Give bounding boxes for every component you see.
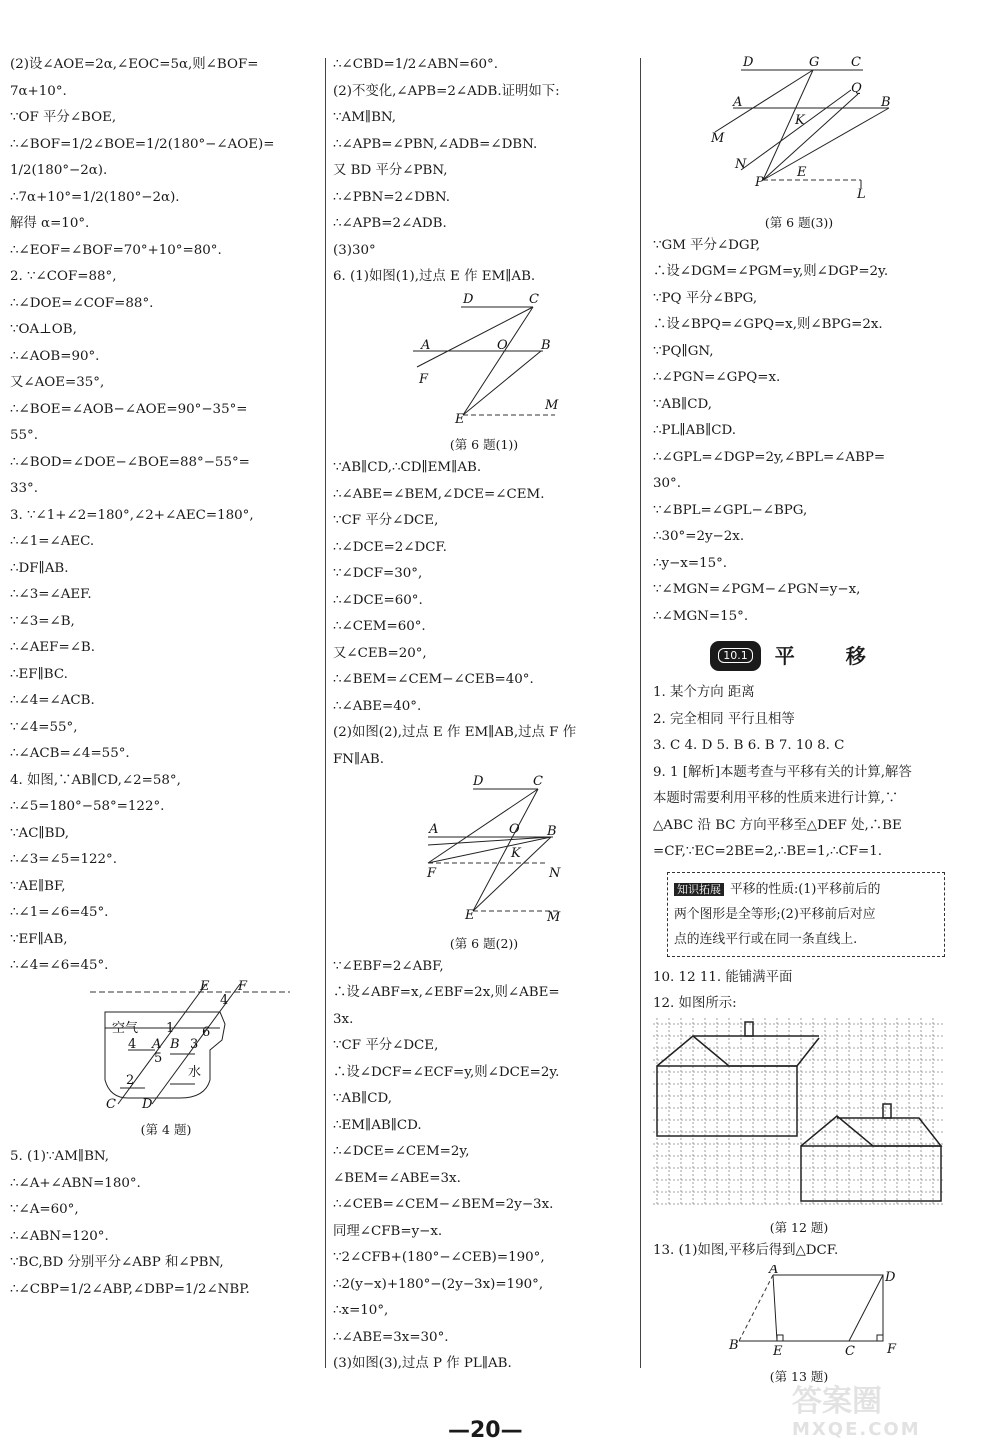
- text-line: ∴设∠BPQ=∠GPQ=x,则∠BPG=2x.: [653, 317, 883, 332]
- svg-text:F: F: [887, 1341, 897, 1357]
- text-line: 9. 1 [解析]本题考查与平移有关的计算,解答: [653, 764, 912, 780]
- text-line: ∴∠AOB=90°.: [10, 348, 100, 364]
- svg-text:A: A: [421, 337, 431, 353]
- fig6-2-diagram: [333, 773, 635, 923]
- column-middle: [333, 52, 635, 1378]
- text-line: ∴7α+10°=1/2(180°−2α).: [10, 189, 180, 205]
- text-line: ∴∠3=∠AEF.: [10, 587, 92, 602]
- column-divider: [640, 58, 641, 1368]
- text-line: ∴∠APB=2∠ADB.: [333, 216, 447, 231]
- svg-text:C: C: [845, 1343, 855, 1357]
- text-line: ∴∠4=∠ACB.: [10, 693, 95, 708]
- text-line: ∴设∠ABF=x,∠EBF=2x,则∠ABE=: [333, 985, 560, 1000]
- text-line: 6. (1)如图(1),过点 E 作 EM∥AB.: [333, 269, 536, 284]
- solution-lines: [333, 954, 635, 1378]
- figure-6-3: [653, 52, 945, 233]
- text-line: 2. 完全相同 平行且相等: [653, 711, 795, 727]
- text-line: ∴∠BOF=1/2∠BOE=1/2(180°−∠AOE)=: [10, 136, 275, 152]
- figure-caption: (第 12 题): [769, 1220, 829, 1235]
- text-line: ∴∠DOE=∠COF=88°.: [10, 295, 154, 311]
- text-line: 12. 如图所示:: [653, 996, 737, 1011]
- svg-text:N: N: [549, 866, 561, 881]
- svg-text:O: O: [497, 337, 508, 353]
- text-line: ∴EF∥BC.: [10, 666, 68, 682]
- svg-text:4: 4: [128, 1036, 137, 1052]
- svg-text:B: B: [881, 95, 891, 110]
- svg-text:D: D: [473, 774, 484, 789]
- text-line: ∠BEM=∠ABE=3x.: [333, 1170, 461, 1186]
- label-air: 空气: [112, 1020, 139, 1036]
- text-line: ∴∠4=∠6=45°.: [10, 958, 109, 973]
- svg-text:3: 3: [190, 1036, 199, 1052]
- svg-text:C: C: [533, 774, 543, 789]
- text-line: (2)设∠AOE=2α,∠EOC=5α,则∠BOF=: [10, 57, 259, 72]
- column-right: [653, 52, 945, 1387]
- text-line: ∵OF 平分∠BOE,: [10, 110, 117, 125]
- figure-caption: (第 6 题(2)): [449, 935, 519, 951]
- svg-text:D: D: [743, 55, 754, 70]
- text-line: 本题时需要利用平移的性质来进行计算,∵: [653, 791, 899, 806]
- answer-lines: [653, 965, 945, 1018]
- text-line: ∴∠5=180°−58°=122°.: [10, 799, 165, 814]
- solution-lines: [333, 455, 635, 773]
- svg-text:K: K: [795, 113, 805, 128]
- svg-text:B: B: [541, 337, 551, 353]
- text-line: ∴∠PGN=∠GPQ=x.: [653, 370, 781, 385]
- text-line: ∴∠ACB=∠4=55°.: [10, 746, 130, 761]
- text-line: FN∥AB.: [333, 751, 384, 767]
- svg-text:M: M: [547, 910, 561, 923]
- text-line: ∵AB∥CD,∴CD∥EM∥AB.: [333, 460, 482, 475]
- text-line: ∴∠1=∠6=45°.: [10, 905, 109, 920]
- svg-text:E: E: [455, 411, 465, 425]
- text-line: ∴∠DCE=60°.: [333, 592, 423, 608]
- text-line: ∴设∠DGM=∠PGM=y,则∠DGP=2y.: [653, 264, 889, 279]
- knowledge-line: 点的连线平行或在同一条直线上.: [674, 931, 858, 947]
- svg-text:C: C: [529, 291, 539, 307]
- text-line: 7α+10°.: [10, 83, 67, 99]
- text-line: 又∠CEB=20°,: [333, 645, 427, 661]
- text-line: ∴∠BEM=∠CEM−∠CEB=40°.: [333, 672, 534, 687]
- svg-text:N: N: [735, 157, 747, 172]
- text-line: 又∠AOE=35°,: [10, 375, 105, 390]
- answer-lines: [653, 680, 945, 866]
- figure-13: [653, 1265, 945, 1388]
- watermark-bottom: MXQE.COM: [792, 1419, 921, 1440]
- figure-12: [653, 1018, 945, 1239]
- text-line: ∵∠EBF=2∠ABF,: [333, 958, 444, 974]
- svg-text:G: G: [809, 55, 820, 70]
- text-line: ∴∠DCE=∠CEM=2y,: [333, 1144, 470, 1159]
- column-left: [10, 52, 322, 1303]
- svg-text:E: E: [773, 1343, 783, 1357]
- svg-text:B: B: [547, 824, 557, 839]
- figure-caption: (第 6 题(1)): [449, 437, 519, 452]
- svg-text:P: P: [755, 175, 764, 190]
- text-line: 2. ∵∠COF=88°,: [10, 269, 117, 284]
- text-line: (2)如图(2),过点 E 作 EM∥AB,过点 F 作: [333, 725, 577, 740]
- svg-text:1: 1: [166, 1020, 175, 1036]
- fig4-diagram: [10, 980, 322, 1110]
- svg-text:5: 5: [154, 1050, 163, 1066]
- label-water: 水: [188, 1064, 202, 1080]
- text-line: ∴∠APB=∠PBN,∠ADB=∠DBN.: [333, 136, 538, 152]
- text-line: 同理∠CFB=y−x.: [333, 1223, 443, 1239]
- text-line: ∵∠A=60°,: [10, 1202, 79, 1217]
- text-line: ∴∠EOF=∠BOF=70°+10°=80°.: [10, 242, 222, 258]
- text-line: ∴PL∥AB∥CD.: [653, 423, 737, 438]
- svg-text:B: B: [729, 1337, 739, 1353]
- text-line: ∴∠CBP=1/2∠ABP,∠DBP=1/2∠NBP.: [10, 1281, 250, 1297]
- text-line: ∵PQ∥GN,: [653, 343, 714, 359]
- text-line: ∴∠MGN=15°.: [653, 608, 749, 624]
- text-line: ∵AM∥BN,: [333, 110, 397, 125]
- text-line: ∴y−x=15°.: [653, 555, 728, 571]
- fig12-grid-diagram: [653, 1018, 945, 1208]
- knowledge-tag: 知识拓展: [674, 883, 724, 896]
- svg-text:6: 6: [202, 1024, 211, 1040]
- figure-4: [10, 980, 322, 1141]
- text-line: ∴∠BOD=∠DOE−∠BOE=88°−55°=: [10, 454, 250, 470]
- svg-text:E: E: [797, 165, 807, 180]
- svg-text:F: F: [238, 979, 248, 994]
- figure-caption: (第 6 题(3)): [764, 214, 834, 230]
- text-line: ∴DF∥AB.: [10, 560, 69, 576]
- text-line: ∵2∠CFB+(180°−∠CEB)=190°,: [333, 1250, 545, 1265]
- fig13-diagram: [653, 1265, 945, 1357]
- svg-text:2: 2: [126, 1072, 135, 1088]
- svg-text:K: K: [511, 846, 521, 861]
- text-line: ∵AC∥BD,: [10, 825, 69, 841]
- text-line: (3)如图(3),过点 P 作 PL∥AB.: [333, 1356, 512, 1371]
- section-heading: [653, 640, 945, 672]
- text-line: ∵AE∥BF,: [10, 878, 66, 894]
- text-line: ∵AB∥CD,: [333, 1091, 392, 1106]
- text-line: 33°.: [10, 481, 38, 496]
- text-line: ∵∠MGN=∠PGM−∠PGN=y−x,: [653, 582, 861, 597]
- svg-text:B: B: [170, 1036, 180, 1052]
- text-line: ∴∠BOE=∠AOB−∠AOE=90°−35°=: [10, 401, 248, 417]
- svg-text:E: E: [465, 908, 475, 923]
- text-line: 解得 α=10°.: [10, 216, 90, 231]
- text-line: ∴∠3=∠5=122°.: [10, 852, 117, 867]
- text-line: ∴∠1=∠AEC.: [10, 534, 95, 549]
- text-line: ∴∠ABE=∠BEM,∠DCE=∠CEM.: [333, 486, 545, 502]
- text-line: ∵OA⊥OB,: [10, 322, 77, 337]
- svg-text:D: D: [142, 1096, 153, 1110]
- text-line: 4. 如图,∵AB∥CD,∠2=58°,: [10, 772, 181, 788]
- text-line: 3. ∵∠1+∠2=180°,∠2+∠AEC=180°,: [10, 507, 254, 523]
- svg-text:4: 4: [220, 992, 229, 1008]
- page-number: —20—: [448, 1418, 523, 1443]
- text-line: ∴30°=2y−2x.: [653, 529, 745, 544]
- knowledge-line: 两个图形是全等形;(2)平移前后对应: [674, 906, 876, 922]
- text-line: 3x.: [333, 1011, 354, 1027]
- text-line: ∵CF 平分∠DCE,: [333, 513, 439, 528]
- svg-text:L: L: [857, 187, 866, 202]
- text-line: ∴∠GPL=∠DGP=2y,∠BPL=∠ABP=: [653, 449, 886, 465]
- text-line: ∵∠BPL=∠GPL−∠BPG,: [653, 502, 808, 518]
- text-line: 1/2(180°−2α).: [10, 163, 108, 178]
- text-line: ∵∠4=55°,: [10, 719, 78, 735]
- solution-lines: [653, 233, 945, 631]
- section-badge: 10.1: [710, 641, 761, 672]
- text-line: ∴∠CBD=1/2∠ABN=60°.: [333, 57, 498, 72]
- svg-text:M: M: [711, 131, 725, 146]
- figure-caption: (第 4 题): [140, 1122, 192, 1137]
- svg-text:C: C: [106, 1096, 116, 1110]
- fig6-1-diagram: [333, 291, 635, 425]
- text-line: ∵CF 平分∠DCE,: [333, 1038, 439, 1053]
- text-line: ∴∠ABE=3x=30°.: [333, 1329, 449, 1345]
- svg-text:E: E: [200, 979, 210, 994]
- svg-text:D: D: [885, 1269, 896, 1285]
- figure-6-1: [333, 291, 635, 456]
- svg-text:A: A: [429, 822, 439, 837]
- text-line: 5. (1)∵AM∥BN,: [10, 1149, 110, 1164]
- column-divider: [325, 58, 326, 1368]
- svg-text:F: F: [419, 371, 429, 387]
- svg-text:Q: Q: [851, 81, 862, 96]
- text-line: ∵GM 平分∠DGP,: [653, 237, 761, 253]
- svg-text:C: C: [851, 55, 861, 70]
- solution-lines: [333, 52, 635, 291]
- text-line: ∵AB∥CD,: [653, 396, 712, 412]
- text-line: 30°.: [653, 476, 681, 491]
- figure-caption: (第 13 题): [769, 1369, 829, 1384]
- text-line: ∴x=10°,: [333, 1303, 389, 1318]
- svg-text:D: D: [463, 291, 474, 307]
- svg-text:M: M: [545, 397, 559, 413]
- text-line: ∵BC,BD 分别平分∠ABP 和∠PBN,: [10, 1255, 224, 1270]
- figure-6-2: [333, 773, 635, 954]
- text-line: 13. (1)如图,平移后得到△DCF.: [653, 1243, 839, 1258]
- knowledge-line: 平移的性质:(1)平移前后的: [730, 881, 881, 897]
- text-line: ∴设∠DCF=∠ECF=y,则∠DCE=2y.: [333, 1064, 560, 1080]
- text-line: 55°.: [10, 428, 38, 443]
- answer-lines: [653, 1238, 945, 1265]
- text-line: ∴∠CEB=∠CEM−∠BEM=2y−3x.: [333, 1197, 554, 1212]
- svg-text:F: F: [427, 866, 437, 881]
- text-line: 又 BD 平分∠PBN,: [333, 163, 448, 178]
- text-line: ∵∠3=∠B,: [10, 613, 75, 629]
- text-line: ∴∠DCE=2∠DCF.: [333, 539, 447, 555]
- solution-lines: [10, 52, 322, 980]
- watermark-top: 答案圈: [792, 1384, 882, 1419]
- svg-text:A: A: [152, 1036, 162, 1052]
- text-line: ∴∠ABN=120°.: [10, 1228, 109, 1244]
- text-line: ∴∠ABE=40°.: [333, 698, 422, 714]
- fig6-3-diagram: [653, 52, 945, 202]
- text-line: ∴∠AEF=∠B.: [10, 640, 96, 655]
- text-line: 10. 12 11. 能铺满平面: [653, 969, 793, 985]
- text-line: ∵PQ 平分∠BPG,: [653, 290, 758, 306]
- knowledge-box: [667, 872, 945, 957]
- text-line: △ABC 沿 BC 方向平移至△DEF 处,∴BE: [653, 817, 902, 833]
- text-line: ∴∠A+∠ABN=180°.: [10, 1175, 141, 1191]
- text-line: ∴∠PBN=2∠DBN.: [333, 189, 450, 205]
- section-title: 平 移: [774, 643, 888, 668]
- text-line: =CF,∵EC=2BE=2,∴BE=1,∴CF=1.: [653, 844, 882, 859]
- text-line: ∴2(y−x)+180°−(2y−3x)=190°,: [333, 1276, 544, 1292]
- text-line: ∴∠CEM=60°.: [333, 619, 426, 634]
- watermark-logo: [792, 1385, 988, 1443]
- svg-text:A: A: [733, 95, 743, 110]
- text-line: ∵EF∥AB,: [10, 931, 68, 947]
- svg-text:A: A: [769, 1264, 779, 1277]
- text-line: 3. C 4. D 5. B 6. B 7. 10 8. C: [653, 738, 845, 753]
- text-line: 1. 某个方向 距离: [653, 685, 755, 700]
- text-line: ∴EM∥AB∥CD.: [333, 1117, 422, 1133]
- solution-lines: [10, 1144, 322, 1303]
- text-line: (3)30°: [333, 242, 376, 258]
- svg-text:O: O: [509, 822, 520, 837]
- text-line: (2)不变化,∠APB=2∠ADB.证明如下:: [333, 83, 560, 99]
- text-line: ∵∠DCF=30°,: [333, 566, 423, 581]
